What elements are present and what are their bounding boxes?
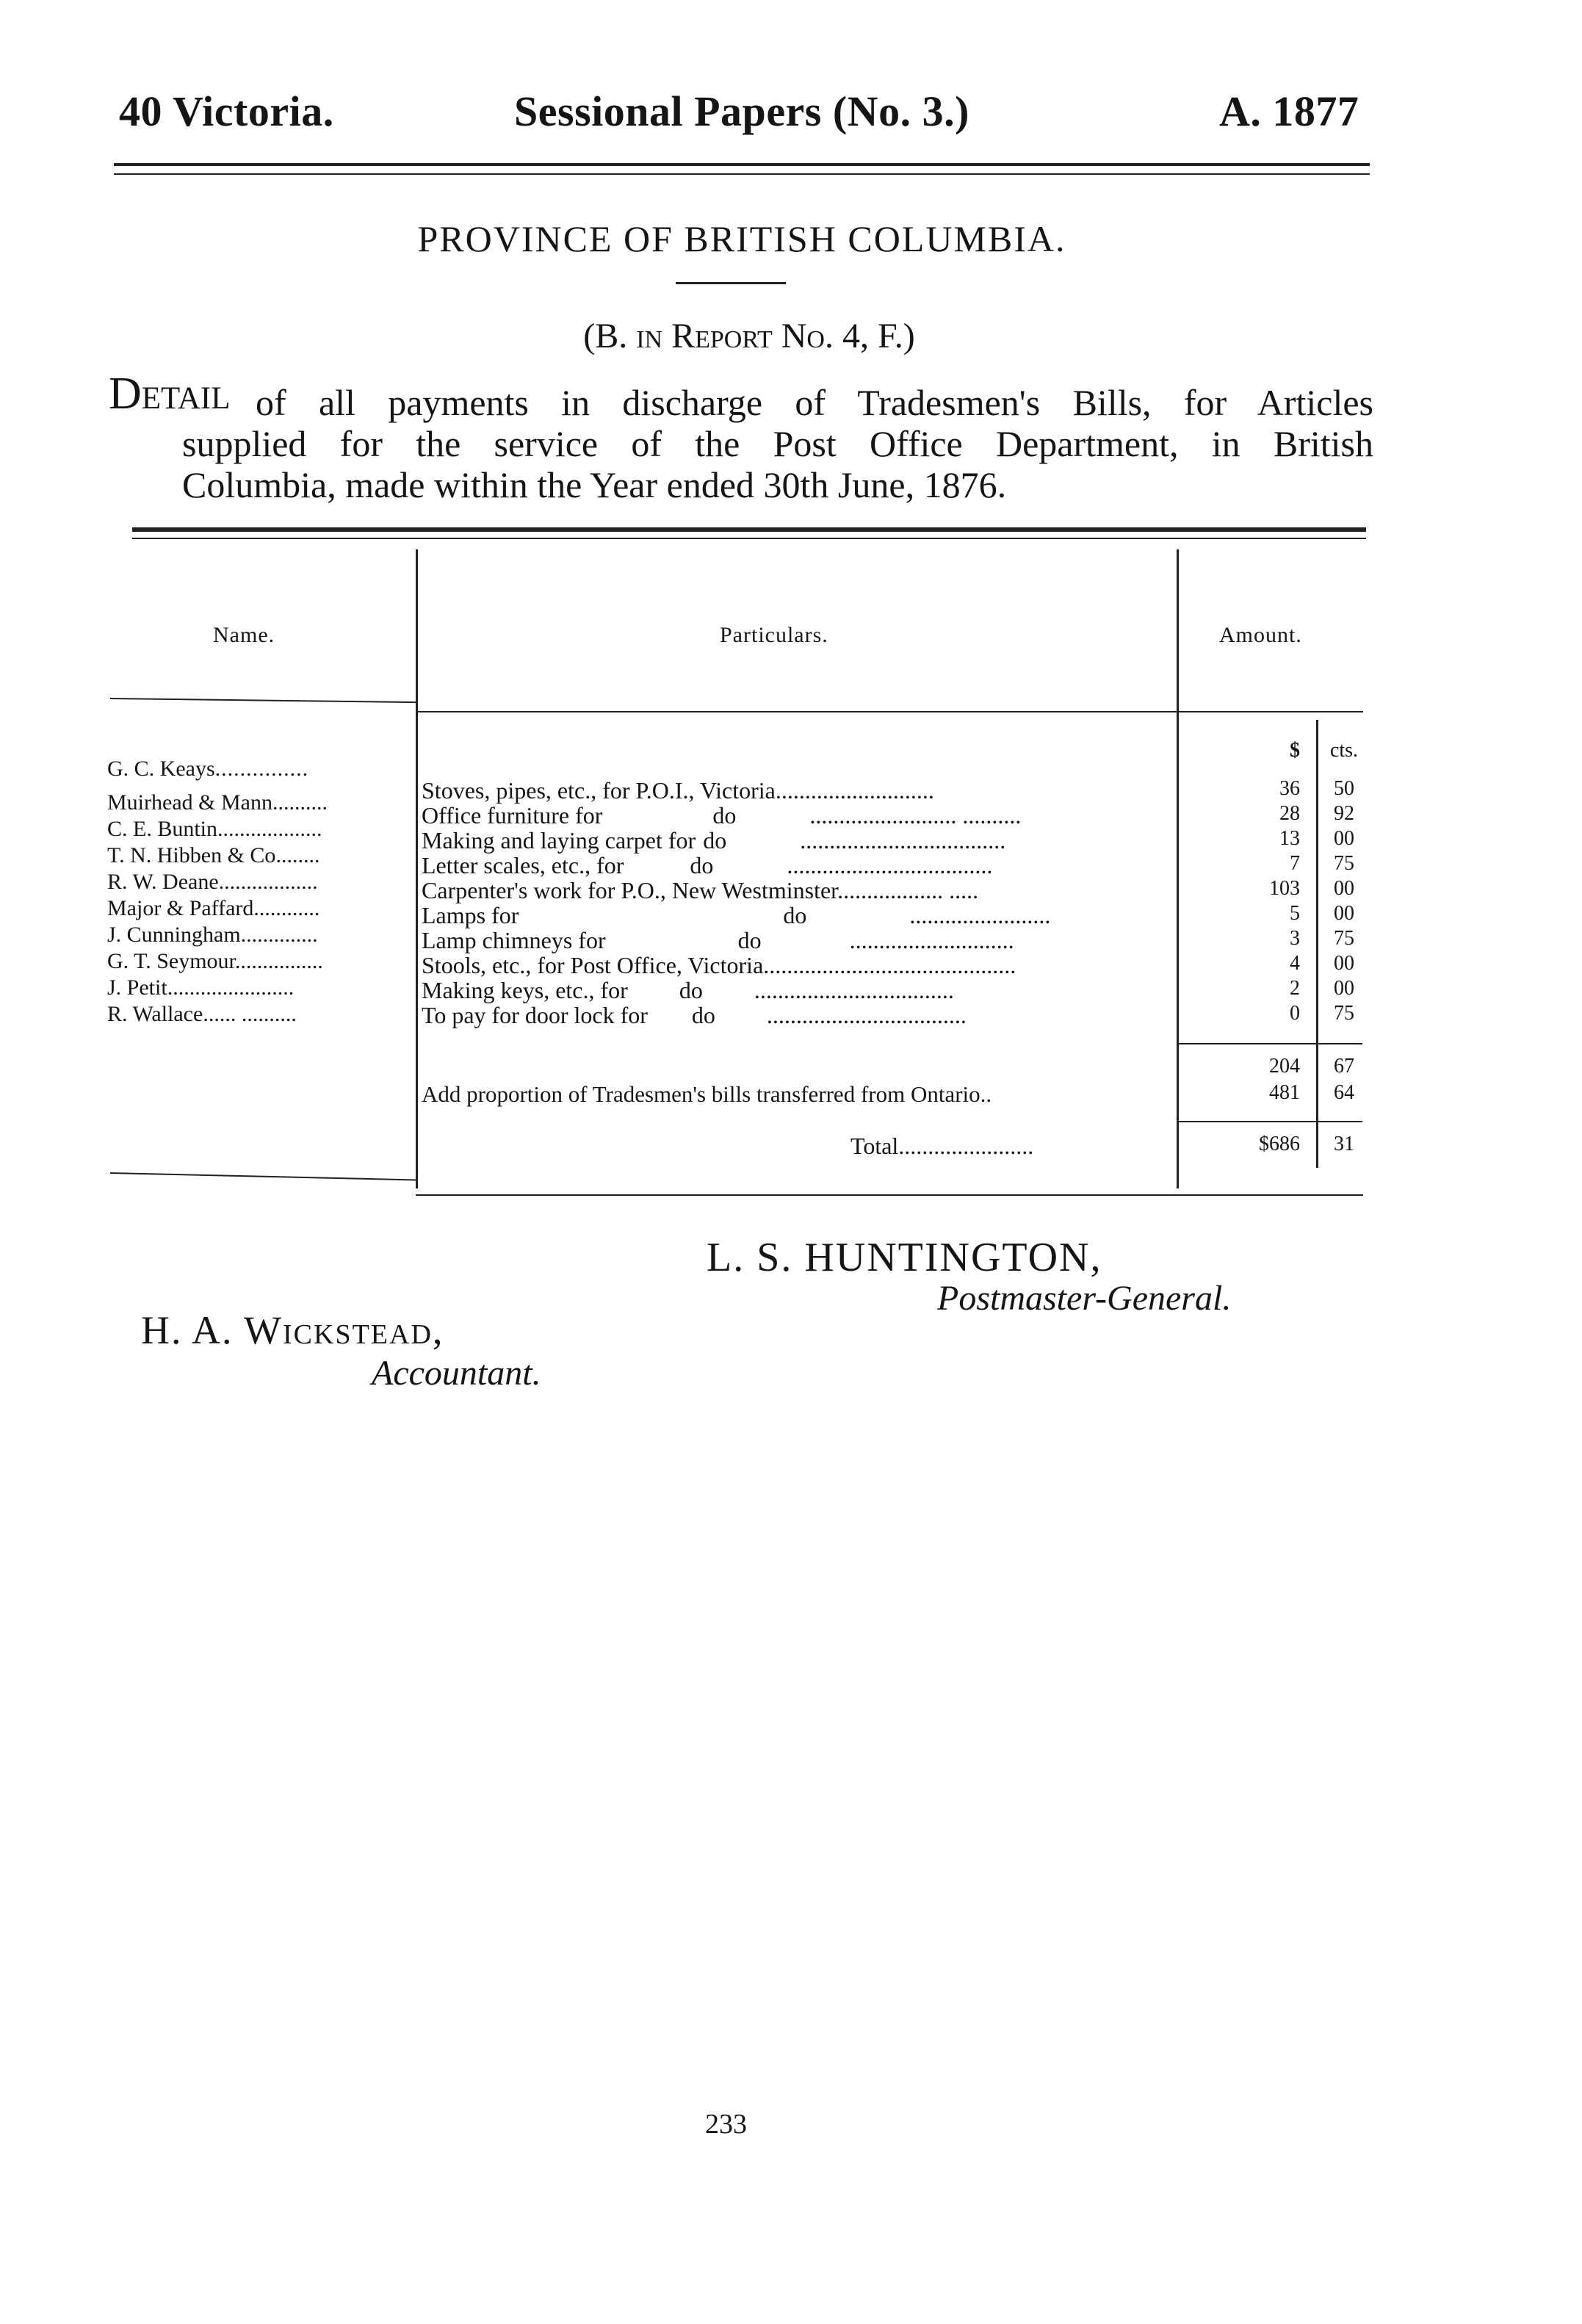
detail-line-2: supplied for the service of the Post Office Department, in British [182, 423, 1373, 464]
table-divider-name [416, 549, 418, 1188]
header-underline [416, 711, 1363, 712]
report-reference: (B. in Report No. 4, F.) [583, 317, 915, 356]
table-row-name: R. W. Deane.................. [107, 870, 318, 894]
table-row-cents: 75 [1334, 1002, 1354, 1025]
total-rule [1179, 1121, 1362, 1122]
subtotal-rule [1179, 1043, 1362, 1044]
table-row-name: Muirhead & Mann.......... [107, 790, 328, 815]
postmaster-general-title: Postmaster-General. [937, 1279, 1232, 1318]
detail-line-3: Columbia, made within the Year ended 30th June, 1876. [182, 464, 1007, 505]
subtotal-dollars: 204 [1269, 1055, 1300, 1078]
subtotal-cents: 67 [1334, 1055, 1354, 1078]
table-row-dollars: 36 [1279, 777, 1300, 800]
header-year: A. 1877 [1219, 87, 1359, 135]
detail-rule-thin [132, 538, 1366, 539]
table-row-dollars: 28 [1279, 802, 1300, 825]
table-row-dollars: 7 [1290, 852, 1300, 875]
column-header-amount: Amount. [1219, 623, 1302, 647]
table-row-cents: 92 [1334, 802, 1354, 825]
detail-line-1: of all payments in discharge of Tradesmen's Bills, for Articles [256, 382, 1373, 423]
total-label: Total....................... [850, 1133, 1034, 1159]
postmaster-general-name: L. S. HUNTINGTON, [707, 1235, 1102, 1280]
detail-paragraph [109, 369, 1373, 505]
table-row-dollars: 0 [1290, 1002, 1300, 1025]
table-row-name: G. T. Seymour................ [107, 949, 323, 973]
table-row-particulars: Letter scales, etc., for do ................................... [422, 852, 993, 878]
table-divider-cents [1316, 720, 1318, 1168]
table-row-particulars: Lamps for do ........................ [422, 902, 1051, 928]
table-row-particulars: Making keys, etc., for do .................................. [422, 977, 954, 1003]
header-rule [114, 163, 1370, 166]
table-row-cents: 75 [1334, 927, 1354, 950]
table-row-dollars: 103 [1269, 877, 1300, 900]
total-cents: 31 [1334, 1133, 1354, 1155]
table-row-name: J. Cunningham.............. [107, 923, 318, 947]
table-row-particulars: To pay for door lock for do .................................. [422, 1002, 967, 1028]
header-sessional-papers: Sessional Papers (No. 3.) [514, 87, 969, 135]
table-row-name: G. C. Keays............... [107, 757, 309, 781]
column-header-cents: cts. [1329, 739, 1359, 762]
transfer-dollars: 481 [1269, 1081, 1300, 1104]
detail-dropcap: Detail [109, 369, 231, 419]
table-row-particulars: Stoves, pipes, etc., for P.O.I., Victoria........................... [422, 777, 934, 804]
accountant-title: Accountant. [372, 1354, 541, 1393]
accountant-name: H. A. Wickstead, [141, 1308, 444, 1352]
table-bottom-rule-name [110, 1172, 416, 1180]
table-row-dollars: 3 [1290, 927, 1300, 950]
table-bottom-rule [416, 1194, 1363, 1196]
table-row-dollars: 13 [1279, 827, 1300, 850]
table-row-cents: 00 [1334, 827, 1354, 850]
table-row-particulars: Making and laying carpet for do ................................... [422, 827, 1006, 854]
table-row-particulars: Office furniture for do ......................... .......... [422, 802, 1022, 829]
table-row-cents: 75 [1334, 852, 1354, 875]
transfer-label: Add proportion of Tradesmen's bills transferred from Ontario.. [422, 1081, 992, 1107]
table-row-name: C. E. Buntin................... [107, 817, 322, 841]
table-row-cents: 00 [1334, 877, 1354, 900]
header-underline-name [110, 698, 416, 703]
column-header-dollars: $ [1290, 739, 1300, 762]
document-title: PROVINCE OF BRITISH COLUMBIA. [417, 218, 1066, 259]
table-row-name: Major & Paffard............ [107, 896, 320, 920]
table-row-cents: 00 [1334, 952, 1354, 975]
table-row-dollars: 2 [1290, 977, 1300, 1000]
header-rule-thin [114, 173, 1370, 175]
table-row-dollars: 4 [1290, 952, 1300, 975]
table-row-cents: 00 [1334, 977, 1354, 1000]
detail-rule [132, 527, 1366, 532]
column-header-name: Name. [213, 623, 275, 647]
header-volume: 40 Victoria. [119, 87, 334, 135]
table-row-cents: 50 [1334, 777, 1354, 800]
page-number: 233 [705, 2109, 747, 2140]
table-row-cents: 00 [1334, 902, 1354, 925]
table-divider-amount [1177, 549, 1179, 1188]
table-row-dollars: 5 [1290, 902, 1300, 925]
title-divider [676, 282, 786, 284]
column-header-particulars: Particulars. [720, 623, 828, 647]
transfer-cents: 64 [1334, 1081, 1354, 1104]
table-row-particulars: Carpenter's work for P.O., New Westminster.................. ..... [422, 877, 979, 903]
table-row-name: J. Petit....................... [107, 975, 295, 1000]
table-row-particulars: Lamp chimneys for do ............................ [422, 927, 1014, 953]
table-row-name: T. N. Hibben & Co........ [107, 843, 320, 867]
total-dollars: $686 [1259, 1133, 1300, 1155]
table-row-particulars: Stools, etc., for Post Office, Victoria........................................... [422, 952, 1016, 978]
table-row-name: R. Wallace...... .......... [107, 1002, 297, 1026]
